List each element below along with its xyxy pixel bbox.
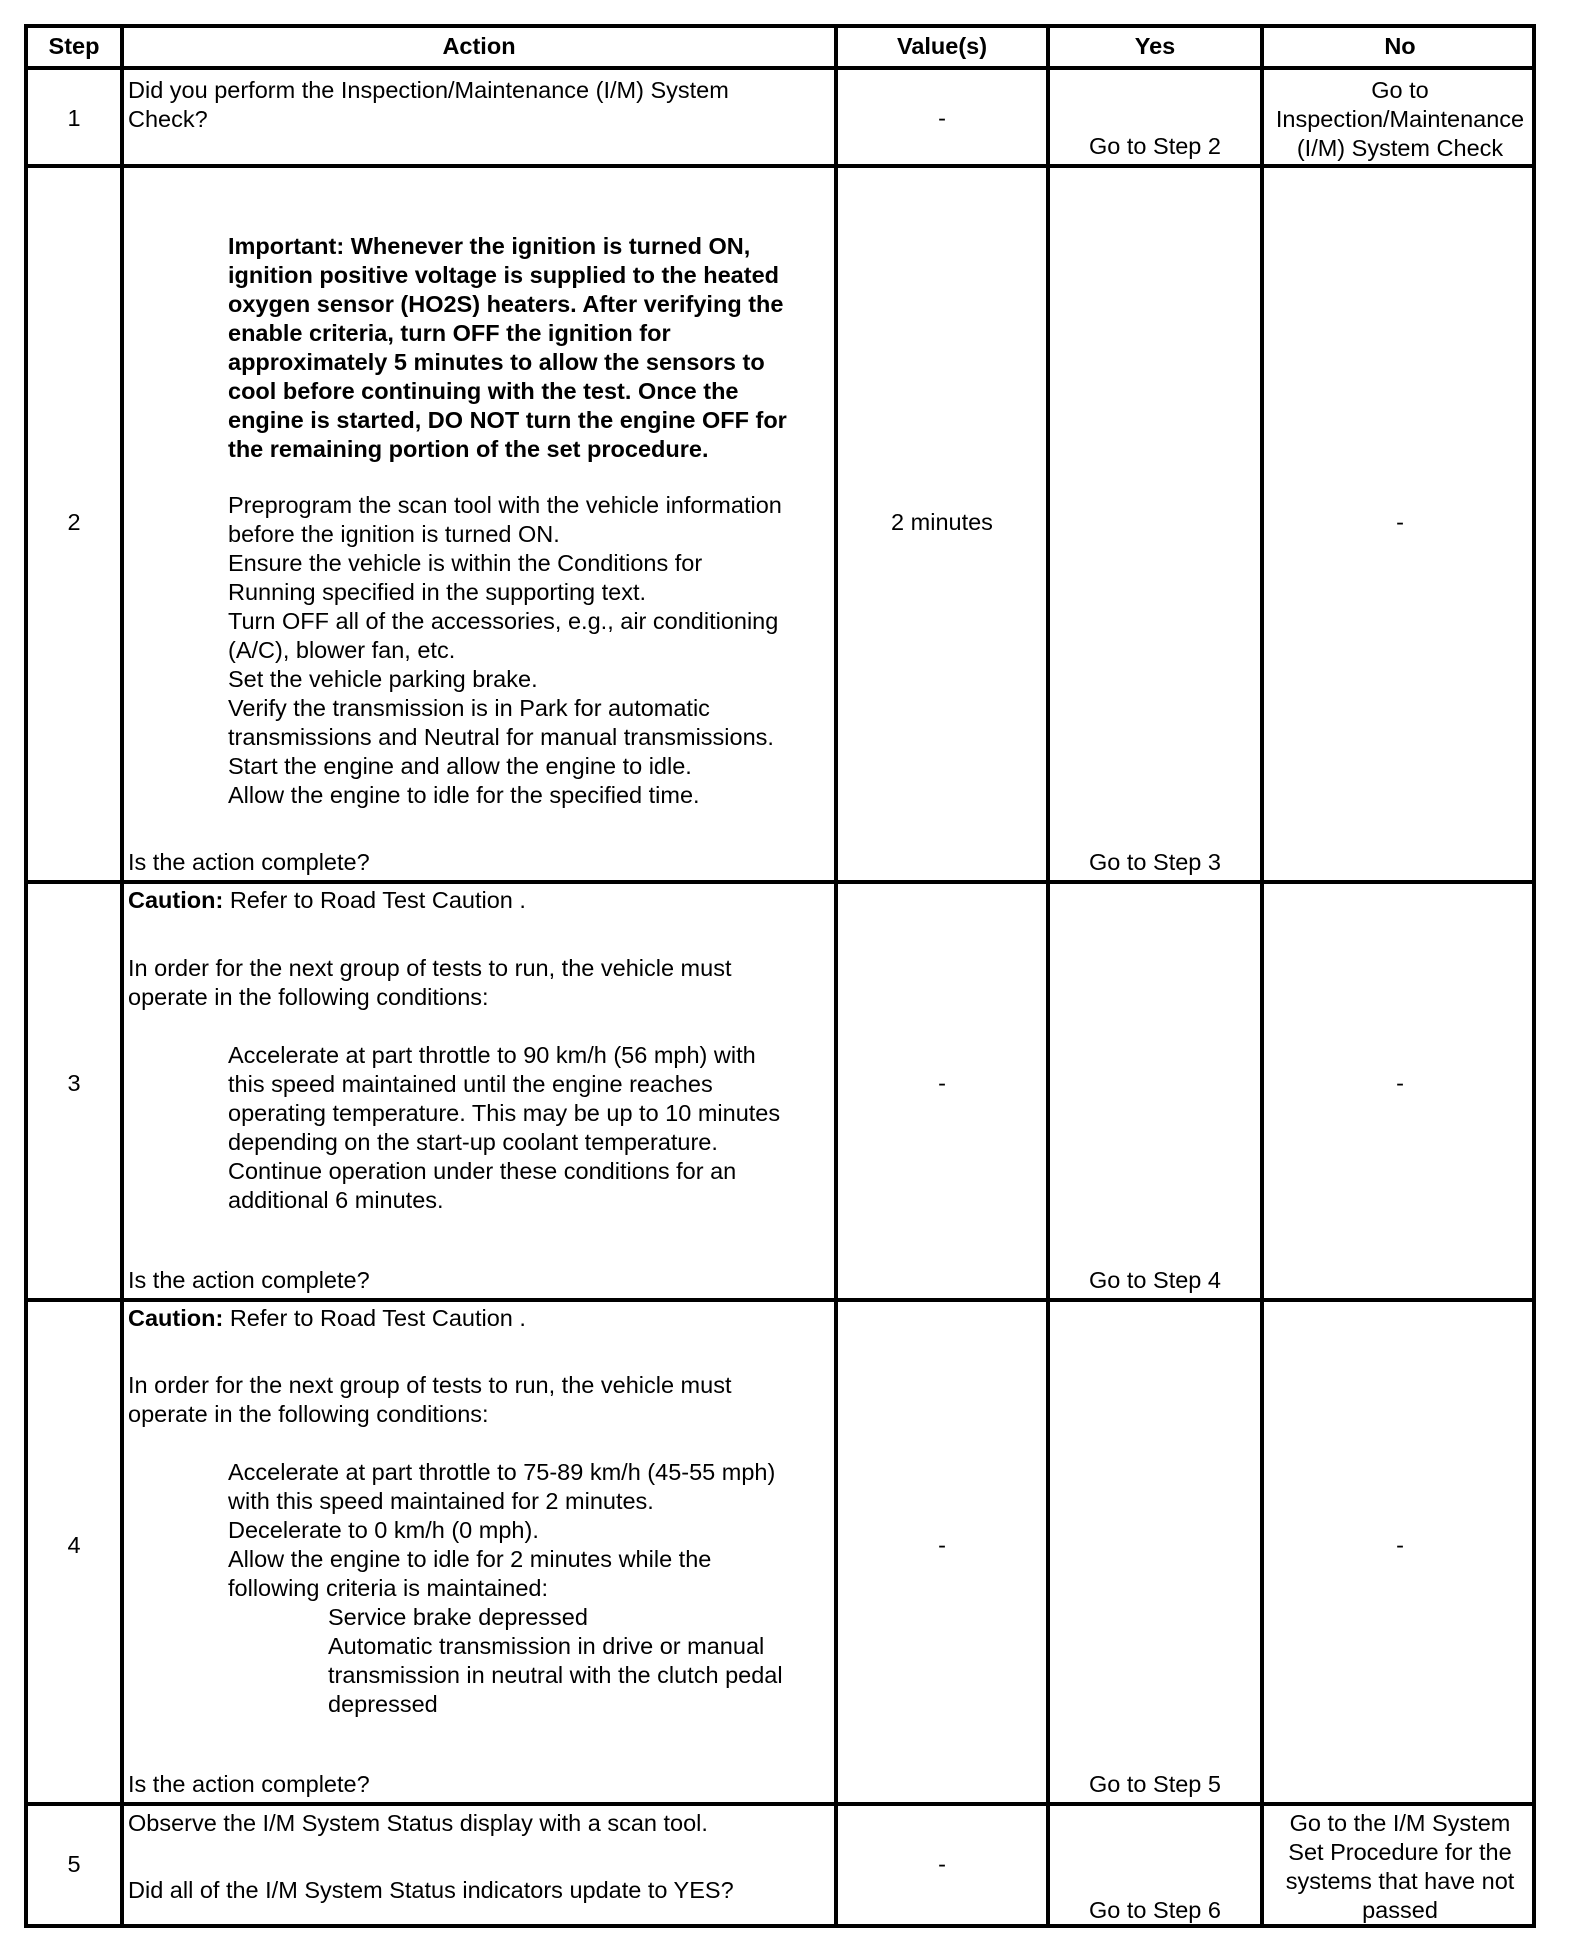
- step-number: 2: [67, 509, 81, 535]
- yes-cell: Go to Step 2: [1089, 133, 1221, 159]
- action-steps: Accelerate at part throttle to 90 km/h (56 mph) with this speed maintained until the engine reaches operating temperature. This may be up to 10 minutes depending on the start-up coolant temperature. Continue operation under these conditions for an additional 6 minutes.: [228, 1042, 781, 1213]
- caution-label: Caution:: [128, 1305, 224, 1331]
- action-text: Did you perform the Inspection/Maintenance (I/M) System Check?: [128, 77, 729, 132]
- action-steps: Preprogram the scan tool with the vehicle information before the ignition is turned ON. Ensure the vehicle is within the Conditions for Running specified in the supporting text. Turn OFF all of the accessories, e.g., air conditioning (A/C), blower fan, etc. Set the vehicle parking brake. Verify the transmission is in Park for automatic transmissions and Neutral for manual transmissions. Start the engine and allow the engine to idle. Allow the engine to idle for the specified time.: [228, 492, 782, 808]
- action-steps: Accelerate at part throttle to 75-89 km/h (45-55 mph) with this speed maintained for 2 minutes. Decelerate to 0 km/h (0 mph). Allow the engine to idle for 2 minutes while the following criteria is maintained:: [228, 1459, 776, 1601]
- action-intro: In order for the next group of tests to run, the vehicle must operate in the following conditions:: [128, 955, 732, 1010]
- action-intro: In order for the next group of tests to run, the vehicle must operate in the following conditions:: [128, 1372, 732, 1427]
- column-divider: [834, 28, 838, 1924]
- row-divider: [28, 164, 1532, 168]
- important-note: Important: Whenever the ignition is turned ON, ignition positive voltage is supplied to the heated oxygen sensor (HO2S) heaters. After verifying the enable criteria, turn OFF the ignition for approximately 5 minutes to allow the sensors to cool before continuing with the test. Once the engine is started, DO NOT turn the engine OFF for the remaining portion of the set procedure.: [228, 233, 787, 462]
- action-question: Is the action complete?: [128, 1267, 370, 1293]
- step-number: 3: [67, 1070, 81, 1096]
- caution-line: [128, 1304, 526, 1333]
- yes-cell: Go to Step 5: [1089, 1771, 1221, 1797]
- action-substeps: Service brake depressed Automatic transmission in drive or manual transmission in neutral with the clutch pedal depressed: [328, 1604, 783, 1717]
- action-question: Did all of the I/M System Status indicators update to YES?: [128, 1877, 734, 1903]
- value-cell: -: [938, 1532, 946, 1558]
- step-number: 4: [67, 1532, 81, 1558]
- value-cell: 2 minutes: [891, 509, 993, 535]
- no-cell: -: [1396, 1532, 1404, 1558]
- column-divider: [1260, 28, 1264, 1924]
- row-divider: [28, 1298, 1532, 1302]
- value-cell: -: [938, 105, 946, 131]
- header-values: Value(s): [896, 33, 988, 59]
- step-number: 5: [67, 1851, 81, 1877]
- row-divider: [28, 880, 1532, 884]
- no-cell: Go to the I/M System Set Procedure for the systems that have not passed: [1285, 1810, 1515, 1923]
- no-cell: -: [1396, 1070, 1404, 1096]
- action-question: Is the action complete?: [128, 1771, 370, 1797]
- column-divider: [1046, 28, 1050, 1924]
- yes-cell: Go to Step 3: [1089, 849, 1221, 875]
- column-divider: [120, 28, 124, 1924]
- no-cell: -: [1396, 509, 1404, 535]
- value-cell: -: [938, 1070, 946, 1096]
- caution-text: Refer to Road Test Caution .: [223, 1305, 526, 1331]
- action-text: Observe the I/M System Status display with a scan tool.: [128, 1810, 708, 1836]
- yes-cell: Go to Step 4: [1089, 1267, 1221, 1293]
- value-cell: -: [938, 1851, 946, 1877]
- row-divider: [28, 66, 1532, 70]
- header-step: Step: [48, 33, 100, 59]
- yes-cell: Go to Step 6: [1089, 1897, 1221, 1923]
- action-question: Is the action complete?: [128, 849, 370, 875]
- row-divider: [28, 1802, 1532, 1806]
- caution-label: Caution:: [128, 887, 224, 913]
- no-cell: Go to Inspection/Maintenance (I/M) System Check: [1275, 77, 1525, 161]
- header-yes: Yes: [1134, 33, 1176, 59]
- header-no: No: [1384, 33, 1416, 59]
- step-number: 1: [67, 105, 81, 131]
- diagnostic-table: [24, 24, 1536, 1928]
- caution-line: [128, 886, 526, 915]
- caution-text: Refer to Road Test Caution .: [223, 887, 526, 913]
- header-action: Action: [442, 33, 516, 59]
